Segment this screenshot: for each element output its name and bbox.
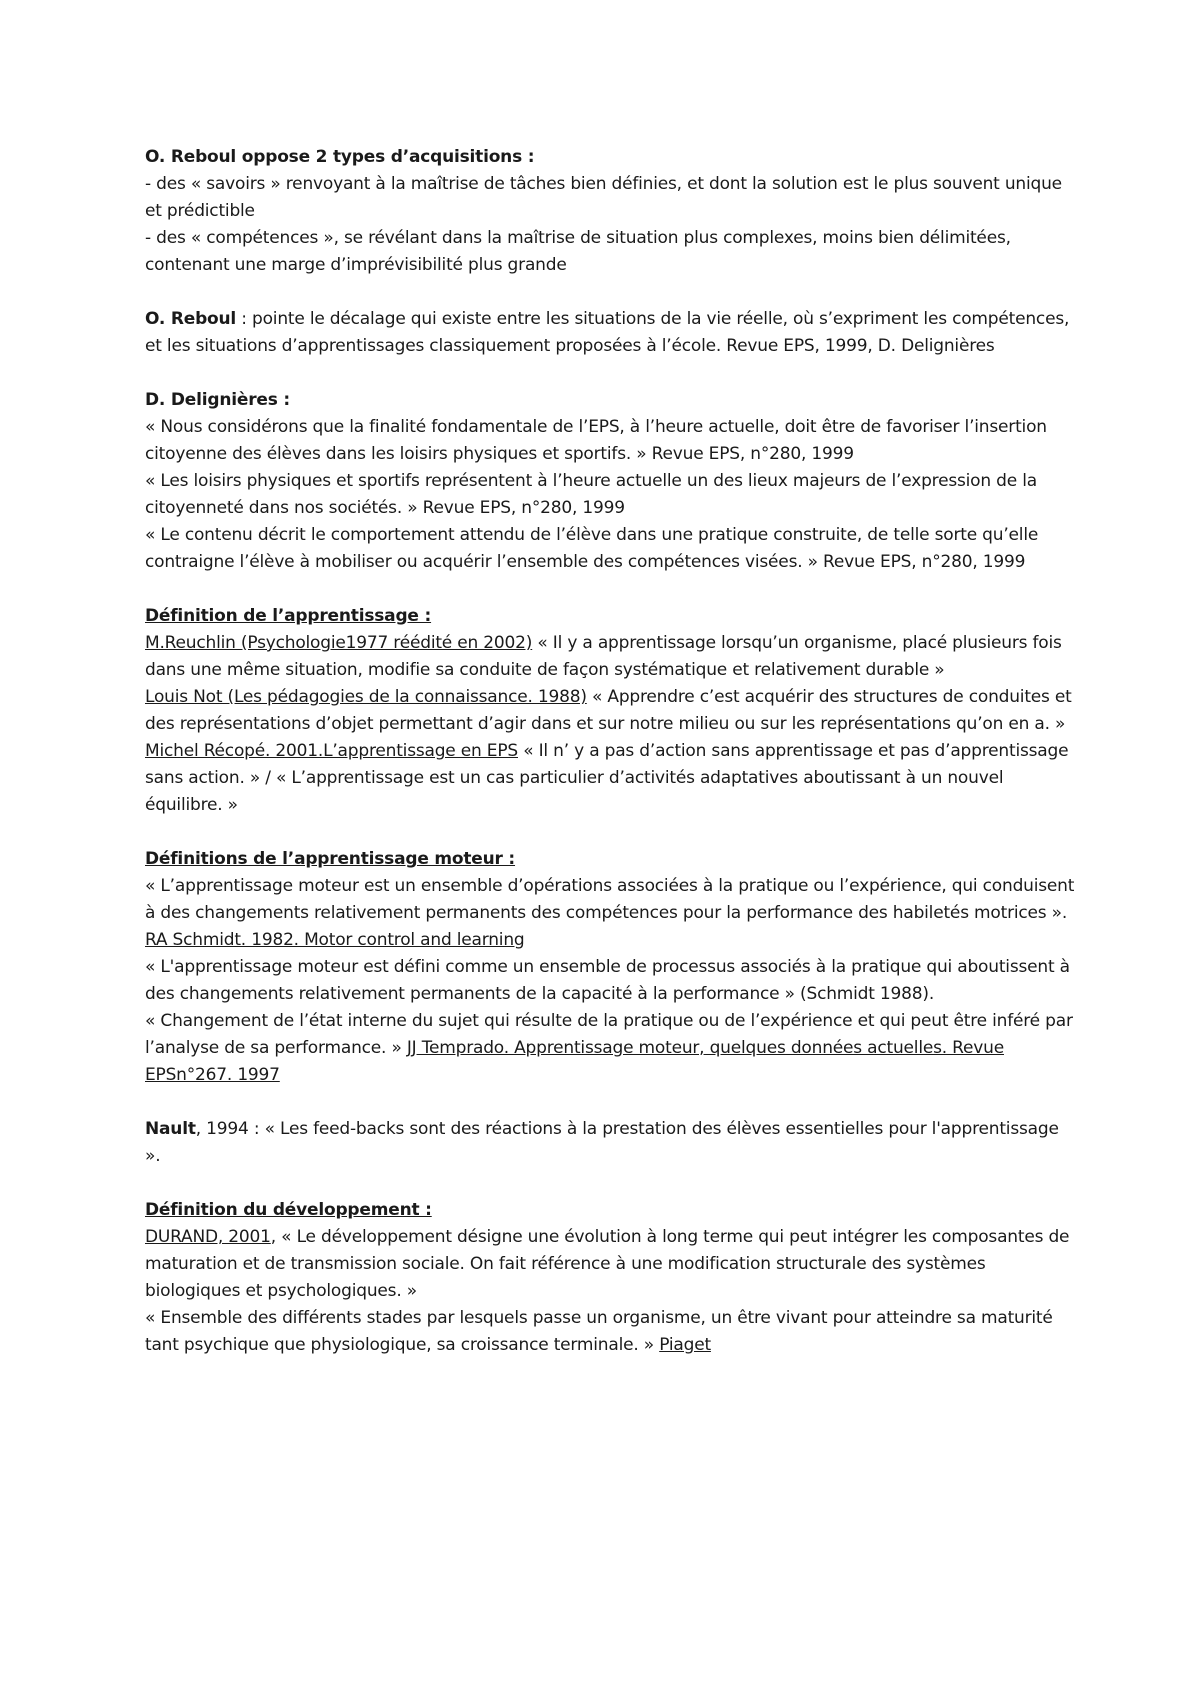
paragraph-reboul-acquisitions: [145, 144, 1075, 279]
paragraph-developpement: [145, 1197, 1075, 1359]
ref-recope: Michel Récopé. 2001.L’apprentissage en EPS: [145, 741, 518, 761]
quote-reuchlin: « Il y a apprentissage lorsqu’un organisme, placé plusieurs fois dans une même situation, modifie sa conduite de façon systématique et relativement durable »: [145, 633, 1062, 680]
quote-delignieres-1: « Nous considérons que la finalité fondamentale de l’EPS, à l’heure actuelle, doit être de favoriser l’insertion citoyenne des élèves dans les loisirs physiques et sportifs. » Revue EPS, n°280, 1999: [145, 417, 1047, 464]
ref-durand: DURAND, 2001: [145, 1227, 271, 1247]
heading-reboul-acquisitions: O. Reboul oppose 2 types d’acquisitions :: [145, 147, 535, 167]
ref-temprado: JJ Temprado. Apprentissage moteur, quelques données actuelles. Revue EPSn°267. 1997: [145, 1038, 1004, 1085]
entry-piaget: [145, 1305, 1075, 1359]
quote-not: « Apprendre c’est acquérir des structures de conduites et des représentations d’objet permettant d’agir dans et sur notre milieu ou sur les représentations qu’on en a. »: [145, 687, 1072, 734]
document-body: [145, 144, 1075, 1386]
quote-schmidt-1982: « L’apprentissage moteur est un ensemble d’opérations associées à la pratique ou l’expérience, qui conduisent à des changements relativement permanents des compétences pour la performance des habiletés motrices ».: [145, 876, 1075, 923]
quote-recope: « Il n’ y a pas d’action sans apprentissage et pas d’apprentissage sans action. » / « L’apprentissage est un cas particulier d’activités adaptatives aboutissant à un nouvel équilibre. »: [145, 741, 1069, 815]
quote-delignieres-2: « Les loisirs physiques et sportifs représentent à l’heure actuelle un des lieux majeurs de l’expression de la citoyenneté dans nos sociétés. » Revue EPS, n°280, 1999: [145, 471, 1037, 518]
author-nault: Nault: [145, 1119, 196, 1139]
quote-delignieres-3: « Le contenu décrit le comportement attendu de l’élève dans une pratique construite, de telle sorte qu’elle contraigne l’élève à mobiliser ou acquérir l’ensemble des compétences visées. » Revue EPS, n°280, 1999: [145, 525, 1039, 572]
ref-not: Louis Not (Les pédagogies de la connaissance. 1988): [145, 687, 587, 707]
entry-recope: [145, 738, 1075, 819]
author-reboul: O. Reboul: [145, 309, 237, 329]
paragraph-definition-apprentissage: [145, 603, 1075, 819]
paragraph-nault: [145, 1116, 1075, 1170]
entry-schmidt-1982: [145, 873, 1075, 954]
entry-not: [145, 684, 1075, 738]
heading-apprentissage-moteur: Définitions de l’apprentissage moteur :: [145, 849, 516, 869]
heading-developpement: Définition du développement :: [145, 1200, 432, 1220]
paragraph-delignieres: [145, 387, 1075, 576]
entry-temprado: [145, 1008, 1075, 1089]
entry-reuchlin: [145, 630, 1075, 684]
entry-durand: [145, 1224, 1075, 1305]
quote-schmidt-1988: « L'apprentissage moteur est défini comme un ensemble de processus associés à la pratique qui aboutissent à des changements relativement permanents de la capacité à la performance » (Schmidt 1988).: [145, 957, 1070, 1004]
text-reboul-decalage: : pointe le décalage qui existe entre les situations de la vie réelle, où s’expriment les compétences, et les situations d’apprentissages classiquement proposées à l’école. Revue EPS, 1999, D. Delignières: [145, 309, 1070, 356]
paragraph-reboul-decalage: [145, 306, 1075, 360]
heading-delignieres: D. Delignières :: [145, 390, 290, 410]
ref-reuchlin: M.Reuchlin (Psychologie1977 réédité en 2002): [145, 633, 533, 653]
paragraph-apprentissage-moteur: [145, 846, 1075, 1089]
text-nault: , 1994 : « Les feed-backs sont des réactions à la prestation des élèves essentielles pour l'apprentissage ».: [145, 1119, 1059, 1166]
quote-temprado: « Changement de l’état interne du sujet qui résulte de la pratique ou de l’expérience et qui peut être inféré par l’analyse de sa performance. »: [145, 1011, 1073, 1058]
quote-piaget: « Ensemble des différents stades par lesquels passe un organisme, un être vivant pour atteindre sa maturité tant psychique que physiologique, sa croissance terminale. »: [145, 1308, 1053, 1355]
item-savoirs: - des « savoirs » renvoyant à la maîtrise de tâches bien définies, et dont la solution est le plus souvent unique et prédictible: [145, 174, 1062, 221]
quote-durand: , « Le développement désigne une évolution à long terme qui peut intégrer les composantes de maturation et de transmission sociale. On fait référence à une modification structurale des systèmes biologiques et psychologiques. »: [145, 1227, 1070, 1301]
item-competences: - des « compétences », se révélant dans la maîtrise de situation plus complexes, moins bien délimitées, contenant une marge d’imprévisibilité plus grande: [145, 228, 1011, 275]
heading-definition-apprentissage: Définition de l’apprentissage :: [145, 606, 432, 626]
ref-piaget: Piaget: [659, 1335, 711, 1355]
ref-schmidt-1982: RA Schmidt. 1982. Motor control and learning: [145, 930, 525, 950]
